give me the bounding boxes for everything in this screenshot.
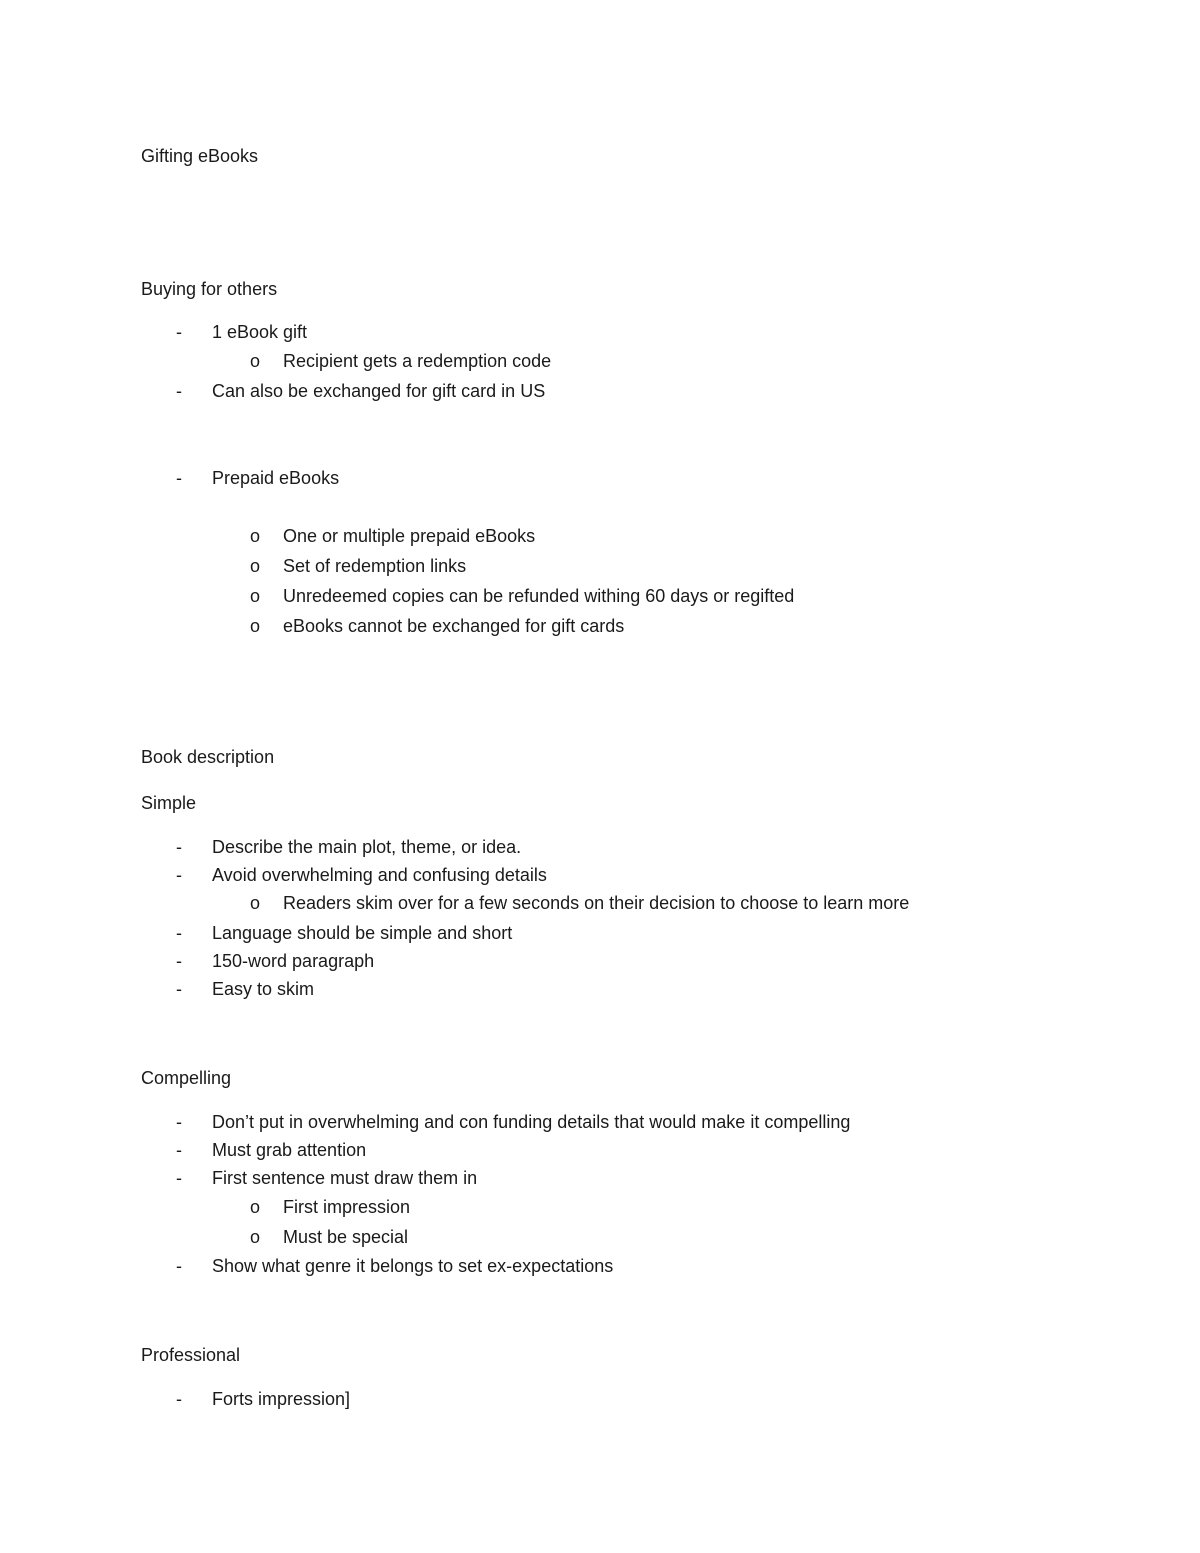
dash-bullet: - — [176, 1168, 182, 1188]
circle-bullet: o — [250, 586, 261, 606]
circle-bullet: o — [250, 893, 261, 913]
list-item: Describe the main plot, theme, or idea. — [212, 837, 522, 857]
subsection-heading-compelling: Compelling — [141, 1068, 232, 1088]
list-item: Must grab attention — [212, 1140, 367, 1160]
circle-bullet: o — [250, 351, 261, 371]
sub-list-item: First impression — [283, 1197, 411, 1217]
dash-bullet: - — [176, 1389, 182, 1409]
sub-list-item: Must be special — [283, 1227, 409, 1247]
list-item: Don’t put in overwhelming and con funding details that would make it compelling — [212, 1112, 851, 1132]
subsection-heading-professional: Professional — [141, 1345, 241, 1365]
document-title: Gifting eBooks — [141, 146, 259, 166]
circle-bullet: o — [250, 1197, 261, 1217]
circle-bullet: o — [250, 1227, 261, 1247]
sub-list-item: eBooks cannot be exchanged for gift cards — [283, 616, 625, 636]
dash-bullet: - — [176, 1256, 182, 1276]
sub-list-item: One or multiple prepaid eBooks — [283, 526, 536, 546]
dash-bullet: - — [176, 1112, 182, 1132]
section-heading-buying: Buying for others — [141, 279, 278, 299]
circle-bullet: o — [250, 556, 261, 576]
sub-list-item: Recipient gets a redemption code — [283, 351, 552, 371]
list-item: Avoid overwhelming and confusing details — [212, 865, 547, 885]
sub-list-item: Unredeemed copies can be refunded withing 60 days or regifted — [283, 586, 795, 606]
list-item: 150-word paragraph — [212, 951, 375, 971]
circle-bullet: o — [250, 616, 261, 636]
list-item: Show what genre it belongs to set ex-expectations — [212, 1256, 614, 1276]
dash-bullet: - — [176, 951, 182, 971]
list-item: Easy to skim — [212, 979, 315, 999]
section-heading-description: Book description — [141, 747, 275, 767]
list-item: Language should be simple and short — [212, 923, 513, 943]
sub-list-item: Readers skim over for a few seconds on their decision to choose to learn more — [283, 893, 910, 913]
dash-bullet: - — [176, 837, 182, 857]
sub-list-item: Set of redemption links — [283, 556, 467, 576]
list-item: Prepaid eBooks — [212, 468, 340, 488]
list-item: Can also be exchanged for gift card in US — [212, 381, 546, 401]
list-item: 1 eBook gift — [212, 322, 308, 342]
dash-bullet: - — [176, 468, 182, 488]
dash-bullet: - — [176, 979, 182, 999]
list-item: First sentence must draw them in — [212, 1168, 478, 1188]
dash-bullet: - — [176, 381, 182, 401]
dash-bullet: - — [176, 322, 182, 342]
dash-bullet: - — [176, 923, 182, 943]
subsection-heading-simple: Simple — [141, 793, 197, 813]
dash-bullet: - — [176, 865, 182, 885]
circle-bullet: o — [250, 526, 261, 546]
list-item: Forts impression] — [212, 1389, 351, 1409]
dash-bullet: - — [176, 1140, 182, 1160]
